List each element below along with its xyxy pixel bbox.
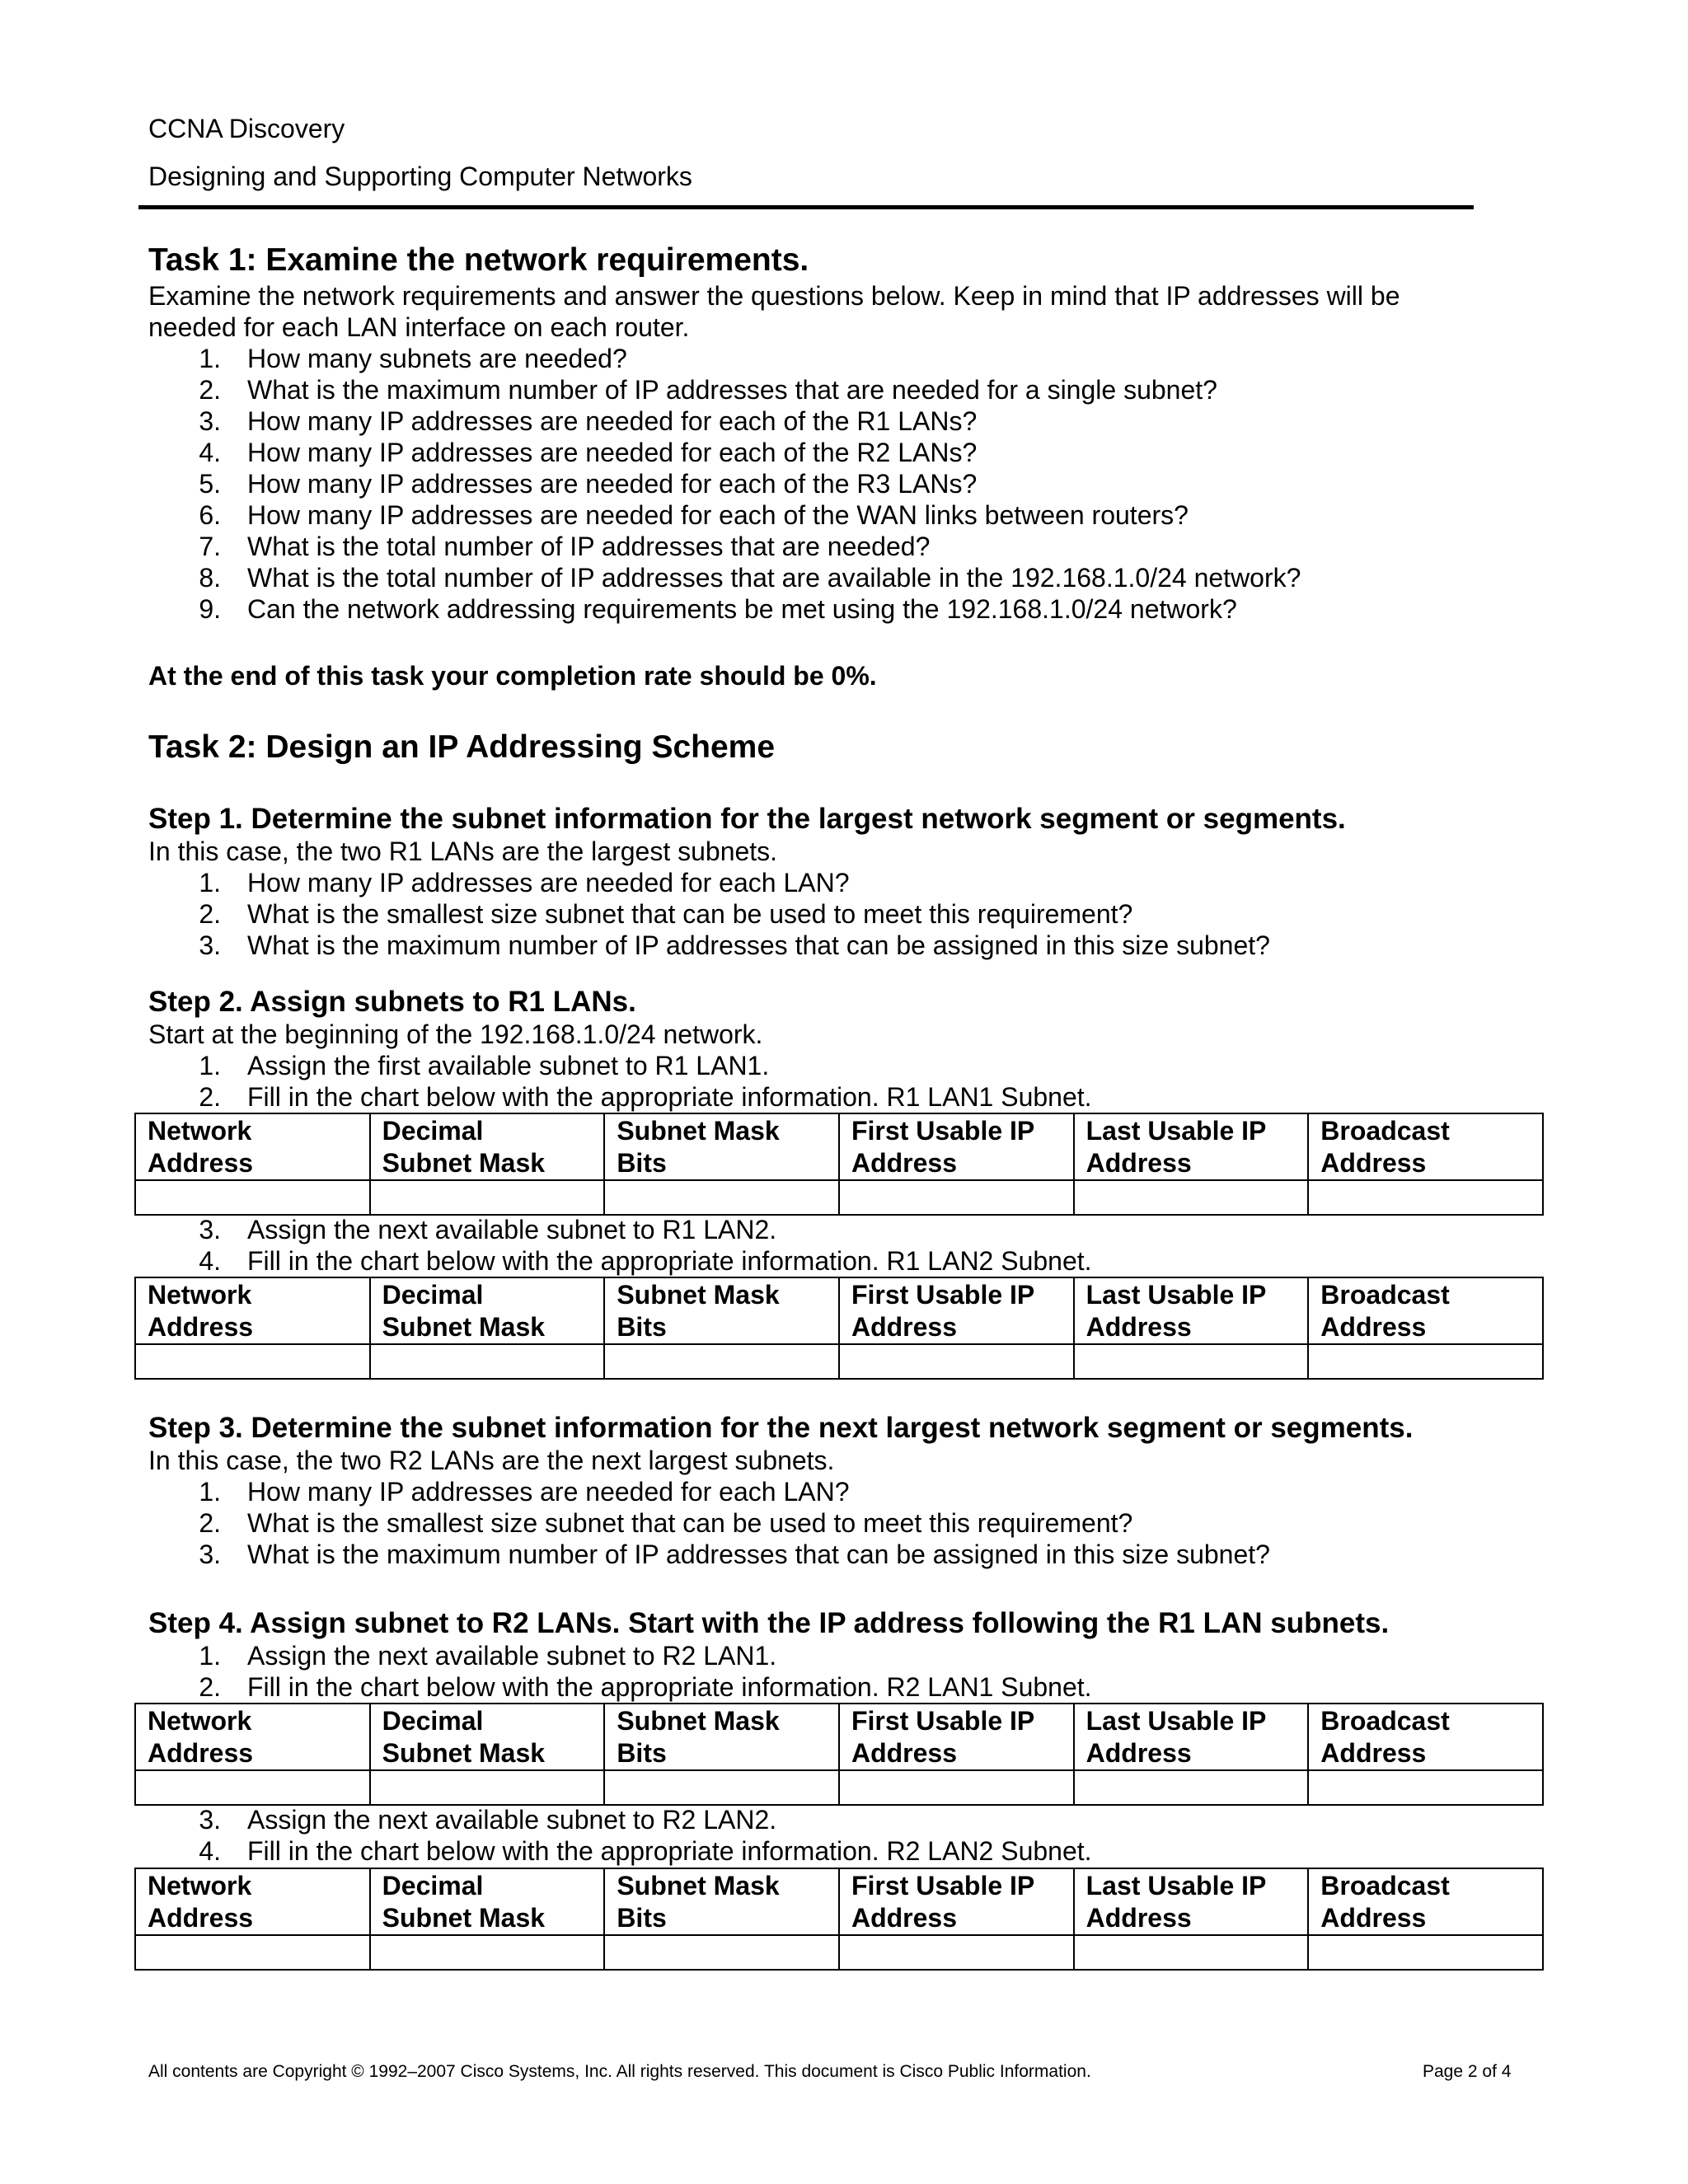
- step3-intro: In this case, the two R2 LANs are the next largest subnets.: [148, 1446, 835, 1475]
- cell-last-usable-ip[interactable]: [1074, 1770, 1309, 1805]
- col-subnet-mask-bits: Subnet Mask Bits: [604, 1277, 839, 1344]
- header-title: CCNA Discovery: [148, 114, 345, 143]
- step2-heading: Step 2. Assign subnets to R1 LANs.: [148, 986, 636, 1018]
- cell-decimal-subnet-mask[interactable]: [370, 1344, 605, 1379]
- step4-heading: Step 4. Assign subnet to R2 LANs. Start with the IP address following the R1 LAN subnets.: [148, 1607, 1390, 1639]
- cell-subnet-mask-bits[interactable]: [604, 1770, 839, 1805]
- col-broadcast-address: Broadcast Address: [1308, 1868, 1543, 1935]
- r1-lan2-subnet-table: [134, 1277, 1544, 1380]
- cell-first-usable-ip[interactable]: [839, 1770, 1074, 1805]
- cell-first-usable-ip[interactable]: [839, 1935, 1074, 1970]
- table-header-row: [135, 1277, 1543, 1344]
- header-subtitle: Designing and Supporting Computer Networks: [148, 162, 692, 191]
- r2-lan2-subnet-table: [134, 1868, 1544, 1971]
- table-header-row: [135, 1868, 1543, 1935]
- col-first-usable-ip: First Usable IP Address: [839, 1704, 1074, 1770]
- col-decimal-subnet-mask: Decimal Subnet Mask: [370, 1868, 605, 1935]
- col-last-usable-ip: Last Usable IP Address: [1074, 1277, 1309, 1344]
- cell-broadcast-address[interactable]: [1308, 1180, 1543, 1215]
- footer-page-number: Page 2 of 4: [1423, 2062, 1512, 2081]
- col-last-usable-ip: Last Usable IP Address: [1074, 1113, 1309, 1180]
- col-decimal-subnet-mask: Decimal Subnet Mask: [370, 1704, 605, 1770]
- cell-decimal-subnet-mask[interactable]: [370, 1180, 605, 1215]
- footer-copyright: All contents are Copyright © 1992–2007 Cisco Systems, Inc. All rights reserved. This document is Cisco Public Information.: [148, 2062, 1091, 2081]
- cell-last-usable-ip[interactable]: [1074, 1344, 1309, 1379]
- cell-network-address[interactable]: [135, 1770, 370, 1805]
- col-decimal-subnet-mask: Decimal Subnet Mask: [370, 1277, 605, 1344]
- col-subnet-mask-bits: Subnet Mask Bits: [604, 1868, 839, 1935]
- col-subnet-mask-bits: Subnet Mask Bits: [604, 1113, 839, 1180]
- col-first-usable-ip: First Usable IP Address: [839, 1277, 1074, 1344]
- cell-broadcast-address[interactable]: [1308, 1935, 1543, 1970]
- cell-broadcast-address[interactable]: [1308, 1344, 1543, 1379]
- table-row: [135, 1180, 1543, 1215]
- col-first-usable-ip: First Usable IP Address: [839, 1113, 1074, 1180]
- step1-heading: Step 1. Determine the subnet information for the largest network segment or segments.: [148, 803, 1346, 835]
- cell-network-address[interactable]: [135, 1344, 370, 1379]
- task1-completion-note: At the end of this task your completion rate should be 0%.: [148, 661, 877, 691]
- r2-lan1-subnet-table: [134, 1703, 1544, 1806]
- col-last-usable-ip: Last Usable IP Address: [1074, 1704, 1309, 1770]
- col-broadcast-address: Broadcast Address: [1308, 1113, 1543, 1180]
- task1-heading: Task 1: Examine the network requirements.: [148, 242, 809, 278]
- cell-network-address[interactable]: [135, 1180, 370, 1215]
- cell-subnet-mask-bits[interactable]: [604, 1180, 839, 1215]
- col-first-usable-ip: First Usable IP Address: [839, 1868, 1074, 1935]
- step1-intro: In this case, the two R1 LANs are the largest subnets.: [148, 837, 778, 866]
- cell-last-usable-ip[interactable]: [1074, 1180, 1309, 1215]
- col-network-address: Network Address: [135, 1113, 370, 1180]
- step3-heading: Step 3. Determine the subnet information for the next largest network segment or segments.: [148, 1412, 1414, 1444]
- table-row: [135, 1935, 1543, 1970]
- col-network-address: Network Address: [135, 1277, 370, 1344]
- col-subnet-mask-bits: Subnet Mask Bits: [604, 1704, 839, 1770]
- table-header-row: [135, 1113, 1543, 1180]
- col-broadcast-address: Broadcast Address: [1308, 1704, 1543, 1770]
- cell-first-usable-ip[interactable]: [839, 1180, 1074, 1215]
- task1-intro-line2: needed for each LAN interface on each router.: [148, 312, 690, 342]
- task1-intro-line1: Examine the network requirements and answer the questions below. Keep in mind that IP addresses will be: [148, 281, 1400, 311]
- cell-broadcast-address[interactable]: [1308, 1770, 1543, 1805]
- table-header-row: [135, 1704, 1543, 1770]
- cell-network-address[interactable]: [135, 1935, 370, 1970]
- col-decimal-subnet-mask: Decimal Subnet Mask: [370, 1113, 605, 1180]
- col-network-address: Network Address: [135, 1868, 370, 1935]
- col-broadcast-address: Broadcast Address: [1308, 1277, 1543, 1344]
- cell-decimal-subnet-mask[interactable]: [370, 1770, 605, 1805]
- header-divider: [138, 205, 1474, 209]
- table-row: [135, 1770, 1543, 1805]
- cell-decimal-subnet-mask[interactable]: [370, 1935, 605, 1970]
- cell-last-usable-ip[interactable]: [1074, 1935, 1309, 1970]
- step2-intro: Start at the beginning of the 192.168.1.0/24 network.: [148, 1019, 763, 1049]
- task2-heading: Task 2: Design an IP Addressing Scheme: [148, 729, 776, 765]
- cell-subnet-mask-bits[interactable]: [604, 1344, 839, 1379]
- col-last-usable-ip: Last Usable IP Address: [1074, 1868, 1309, 1935]
- col-network-address: Network Address: [135, 1704, 370, 1770]
- r1-lan1-subnet-table: [134, 1113, 1544, 1216]
- cell-first-usable-ip[interactable]: [839, 1344, 1074, 1379]
- cell-subnet-mask-bits[interactable]: [604, 1935, 839, 1970]
- table-row: [135, 1344, 1543, 1379]
